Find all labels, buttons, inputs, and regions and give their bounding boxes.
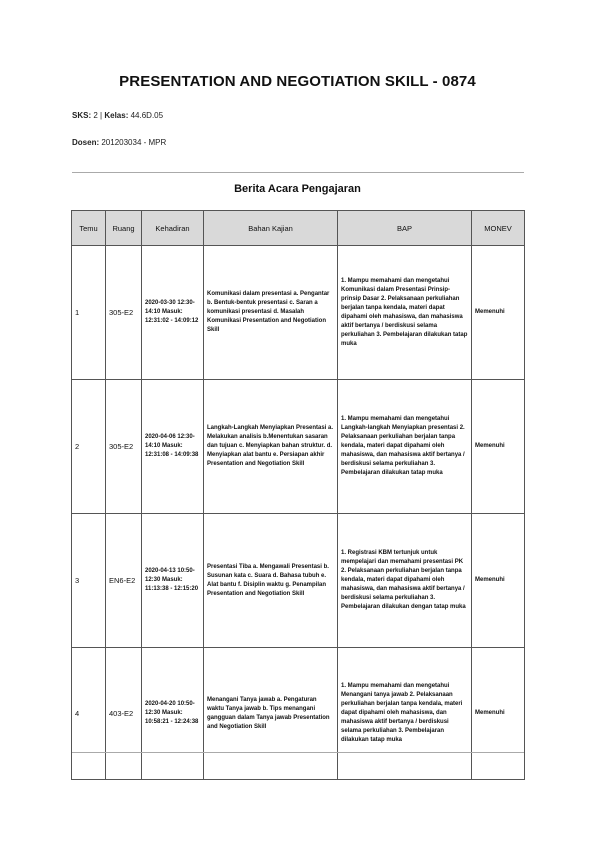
cell-kehadiran: 2020-03-30 12:30-14:10 Masuk: 12:31:02 - 14:09:12 <box>142 246 204 380</box>
cell-ruang: 403-E2 <box>106 648 142 780</box>
cell-temu: 2 <box>72 380 106 514</box>
cell-bap: 1. Mampu memahami dan mengetahui Komunikasi dalam Presentasi Prinsip-prinsip Dasar 2. Pelaksanaan perkuliahan berjalan tanpa kendala, materi dapat dipahami oleh mahasiswa, dan mahasiswa aktif bertanya / berdiskusi selama perkuliahan 3. Pembelajaran dilakukan tatap muka <box>338 246 472 380</box>
section-title: Berita Acara Pengajaran <box>234 183 361 195</box>
cell-bap: 1. Mampu memahami dan mengetahui Menangani tanya jawab 2. Pelaksanaan perkuliahan berjalan tanpa kendala, materi dapat dipahami oleh mahasiswa, dan mahasiswa aktif bertanya / berdiskusi selama perkuliahan 3. Pembelajaran dilakukan tatap muka <box>338 648 472 780</box>
cell-temu: 1 <box>72 246 106 380</box>
kelas-label: Kelas: <box>104 111 129 120</box>
cell-bap: 1. Registrasi KBM tertunjuk untuk mempelajari dan memahami presentasi PK 2. Pelaksanaan perkuliahan berjalan tanpa kendala, materi dapat dipahami oleh mahasiswa, dan mahasiswa aktif bertanya / berdiskusi selama perkuliahan 3. Pembelajaran dilakukan dengan tatap muka <box>338 514 472 648</box>
header-divider <box>72 172 524 173</box>
sks-value: 2 <box>93 111 98 120</box>
table-row <box>72 648 525 780</box>
table-row <box>72 514 525 648</box>
dosen-value: 201203034 - MPR <box>101 138 167 147</box>
cell-ruang: 305-E2 <box>106 246 142 380</box>
kelas-value: 44.6D.05 <box>130 111 164 120</box>
cell-bahan-kajian: Menangani Tanya jawab a. Pengaturan waktu Tanya jawab b. Tips menangani gangguan dalam Tanya jawab Presentation and Negotiation Skill <box>204 648 338 780</box>
cell-temu: 3 <box>72 514 106 648</box>
header-temu: Temu <box>72 211 106 246</box>
header-ruang: Ruang <box>106 211 142 246</box>
meta-line-sks-kelas <box>72 111 163 120</box>
cell-monev: Memenuhi <box>472 514 525 648</box>
cell-monev: Memenuhi <box>472 648 525 780</box>
cell-monev: Memenuhi <box>472 380 525 514</box>
cell-bahan-kajian: Langkah-Langkah Menyiapkan Presentasi a. Melakukan analisis b.Menentukan sasaran dan tujuan c. Menyiapkan bahan struktur. d. Menyiapkan alat bantu e. Persiapan akhir Presentation and Negotiation Skill <box>204 380 338 514</box>
table-header-row <box>72 211 525 246</box>
cell-bap: 1. Mampu memahami dan mengetahui Langkah-langkah Menyiapkan presentasi 2. Pelaksanaan perkuliahan berjalan tanpa kendala, materi dapat dipahami oleh mahasiswa, dan mahasiswa aktif bertanya / berdiskusi selama perkuliahan 3. Pembelajaran dilakukan tatap muka <box>338 380 472 514</box>
meta-line-dosen <box>72 138 166 147</box>
table-row <box>72 246 525 380</box>
cell-ruang: EN6-E2 <box>106 514 142 648</box>
cell-bahan-kajian: Presentasi Tiba a. Mengawali Presentasi b. Susunan kata c. Suara d. Bahasa tubuh e. Alat bantu f. Disiplin waktu g. Penampilan Presentation and Negotiation Skill <box>204 514 338 648</box>
header-kehadiran: Kehadiran <box>142 211 204 246</box>
dosen-label: Dosen: <box>72 138 100 147</box>
footer-divider <box>72 752 524 753</box>
cell-bahan-kajian: Komunikasi dalam presentasi a. Pengantar b. Bentuk-bentuk presentasi c. Saran a komunikasi presentasi d. Masalah Komunikasi Presentation and Negotiation Skill <box>204 246 338 380</box>
header-bap: BAP <box>338 211 472 246</box>
header-monev: MONEV <box>472 211 525 246</box>
cell-temu: 4 <box>72 648 106 780</box>
header-bahan-kajian: Bahan Kajian <box>204 211 338 246</box>
meta-separator: | <box>100 111 103 120</box>
teaching-log-table <box>71 210 525 780</box>
table-row <box>72 380 525 514</box>
document-title: PRESENTATION AND NEGOTIATION SKILL - 0874 <box>119 73 476 90</box>
cell-kehadiran: 2020-04-06 12:30-14:10 Masuk: 12:31:08 - 14:09:38 <box>142 380 204 514</box>
cell-monev: Memenuhi <box>472 246 525 380</box>
sks-label: SKS: <box>72 111 92 120</box>
cell-ruang: 305-E2 <box>106 380 142 514</box>
cell-kehadiran: 2020-04-20 10:50-12:30 Masuk: 10:58:21 - 12:24:38 <box>142 648 204 780</box>
cell-kehadiran: 2020-04-13 10:50-12:30 Masuk: 11:13:38 - 12:15:20 <box>142 514 204 648</box>
